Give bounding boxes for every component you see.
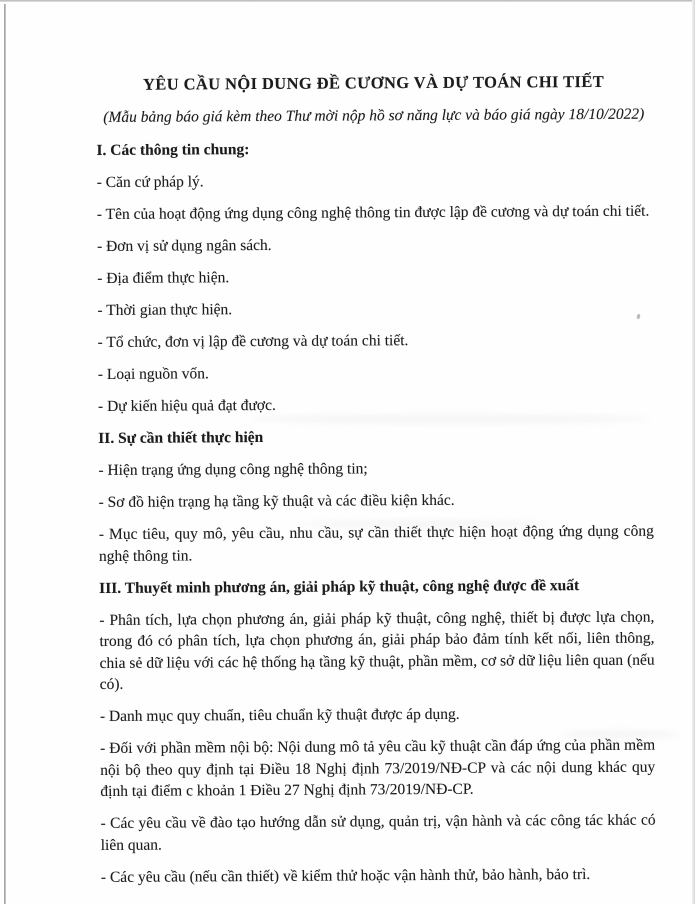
list-item: - Mục tiêu, quy mô, yêu cầu, nhu cầu, sự cần thiết thực hiện hoạt động ứng dụng công nghệ thông tin. — [98, 522, 654, 565]
page-subtitle: (Mẫu bảng báo giá kèm theo Thư mời nộp hồ sơ năng lực và báo giá ngày 18/10/2022) — [103, 105, 645, 126]
list-item: - Tổ chức, đơn vị lập đề cương và dự toán chi tiết. — [97, 332, 409, 351]
list-item: - Dự kiến hiệu quả đạt được. — [97, 396, 276, 415]
list-item: - Các yêu cầu về đào tạo hướng dẫn sử dụng, quản trị, vận hành và các công tác khác có liên quan. — [100, 811, 656, 854]
list-item: - Đơn vị sử dụng ngân sách. — [97, 236, 272, 255]
list-item: - Danh mục quy chuẩn, tiêu chuẩn kỹ thuật được áp dụng. — [99, 705, 460, 725]
section-heading: II. Sự cần thiết thực hiện — [98, 428, 264, 447]
list-item: - Hiện trạng ứng dụng công nghệ thông tin; — [98, 460, 368, 479]
document-body — [96, 137, 656, 888]
list-item: - Loại nguồn vốn. — [97, 365, 209, 383]
list-item: - Sơ đồ hiện trạng hạ tầng kỹ thuật và các điều kiện khác. — [98, 491, 455, 511]
list-item: - Địa điểm thực hiện. — [97, 269, 230, 287]
list-item: - Đối với phần mềm nội bộ: Nội dung mô tả yêu cầu kỹ thuật cần đáp ứng của phần mềm nội bộ theo quy định tại Điều 18 Nghị định 73/2019/NĐ-CP và các nội dung khác quy định tại điểm c khoản 1 Điều 27 Nghị định 73/2019/NĐ-CP. — [100, 736, 656, 800]
list-item: - Căn cứ pháp lý. — [96, 173, 204, 191]
list-item: - Phân tích, lựa chọn phương án, giải pháp kỹ thuật, công nghệ, thiết bị được lựa chọn, trong đó có phân tích, lựa chọn phương án, giải pháp bảo đảm tính kết nối, liên thông, chia sẻ dữ liệu với các hệ thống hạ tầng kỹ thuật, phần mềm, cơ sở dữ liệu liên quan (nếu có). — [99, 608, 655, 693]
scan-edge-left — [4, 4, 6, 904]
list-item: - Các yêu cầu (nếu cần thiết) về kiểm thử hoặc vận hành thử, bảo hành, bảo trì. — [100, 865, 591, 886]
document-content — [96, 71, 656, 899]
list-item: - Tên của hoạt động ứng dụng công nghệ thông tin được lập đề cương và dự toán chi tiết. — [96, 202, 650, 223]
page-title: YÊU CẦU NỘI DUNG ĐỀ CƯƠNG VÀ DỰ TOÁN CHI TIẾT — [142, 71, 605, 94]
list-item: - Thời gian thực hiện. — [97, 301, 233, 319]
section-heading: III. Thuyết minh phương án, giải pháp kỹ thuật, công nghệ được đề xuất — [99, 576, 580, 597]
scan-edge-top — [0, 0, 695, 2]
section-heading: I. Các thông tin chung: — [96, 141, 250, 159]
